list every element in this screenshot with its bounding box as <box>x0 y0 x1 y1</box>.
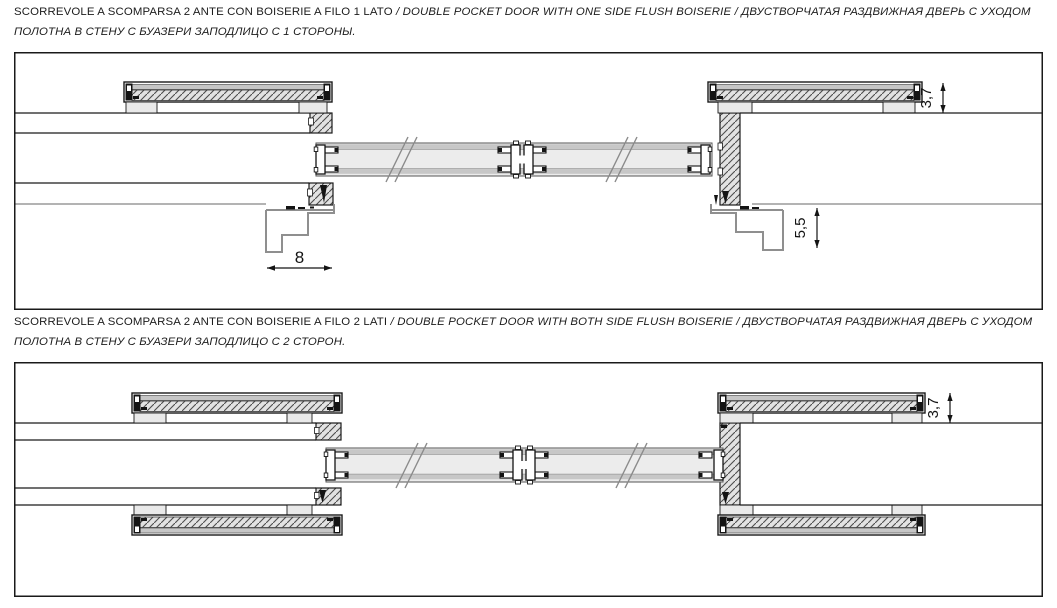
spacer-block <box>892 413 922 423</box>
title-russian: ДВУСТВОРЧАТАЯ РАЗДВИЖНАЯ ДВЕРЬ С УХОДОМ ПОЛОТНА В СТЕНУ С БУАЗЕРИ ЗАПОДЛИЦО С 1 СТОРОНЫ. <box>14 6 1034 38</box>
spacer-block <box>134 413 166 423</box>
dimension-label-5-5: 5,5 <box>792 217 809 239</box>
spacer-block <box>718 102 752 113</box>
spacer-block <box>720 413 753 423</box>
dimension-label-3-7: 3,7 <box>925 397 942 419</box>
spacer-block <box>720 505 753 515</box>
title-separator: / <box>732 316 743 328</box>
title-russian: ДВУСТВОРЧАТАЯ РАЗДВИЖНАЯ ДВЕРЬ С УХОДОМ ПОЛОТНА В СТЕНУ С БУАЗЕРИ ЗАПОДЛИЦО С 2 СТОРОН. <box>14 316 1036 348</box>
spacer-block <box>287 505 312 515</box>
title-english: DOUBLE POCKET DOOR WITH ONE SIDE FLUSH BOISERIE <box>402 6 732 18</box>
spacer-block <box>126 102 157 113</box>
title-separator: / <box>387 316 398 328</box>
door-leaves <box>314 137 712 182</box>
title-italian: SCORREVOLE A SCOMPARSA 2 ANTE CON BOISERIE A FILO 2 LATI <box>14 316 388 328</box>
spacer-block <box>134 505 166 515</box>
drawing-both-side-flush <box>14 362 1043 597</box>
dimension-label-3-7: 3,7 <box>918 87 935 109</box>
spacer-block <box>287 413 312 423</box>
door-leaves <box>324 443 725 488</box>
title-english: DOUBLE POCKET DOOR WITH BOTH SIDE FLUSH BOISERIE <box>397 316 733 328</box>
spacer-block <box>299 102 327 113</box>
drawing-one-side-flush <box>14 52 1043 310</box>
dimension-label-8: 8 <box>294 248 305 267</box>
title-italian: SCORREVOLE A SCOMPARSA 2 ANTE CON BOISERIE A FILO 1 LATO <box>14 6 393 18</box>
title-separator: / <box>731 6 742 18</box>
spacer-block <box>892 505 922 515</box>
section-title-two-side <box>14 312 1046 352</box>
title-separator: / <box>392 6 403 18</box>
spacer-block <box>883 102 915 113</box>
section-title-one-side <box>14 2 1046 42</box>
